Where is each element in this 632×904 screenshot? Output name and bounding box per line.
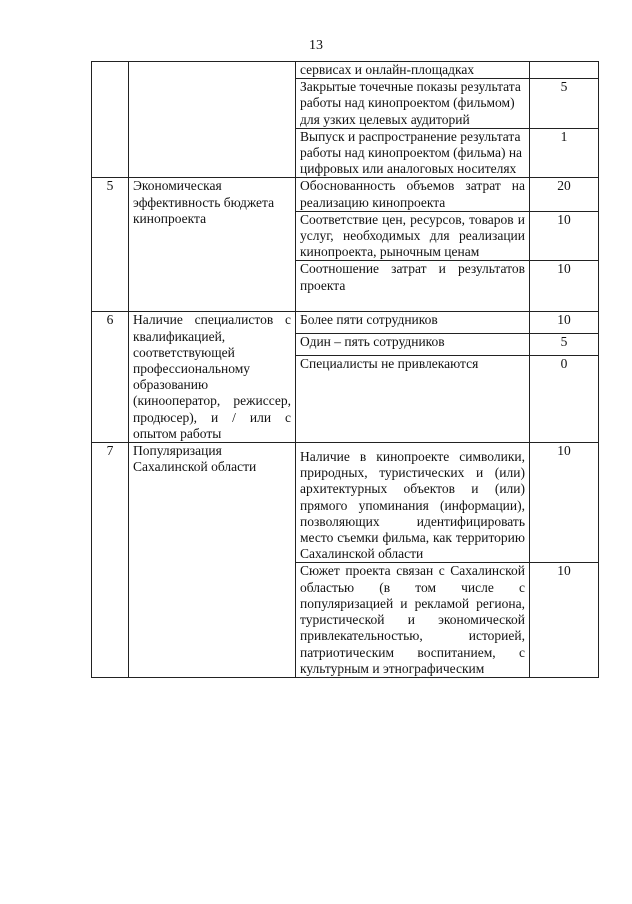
score-cell: 10 <box>530 563 599 677</box>
row-number: 5 <box>92 178 129 312</box>
criterion-text: Соотношение затрат и результатов проекта <box>296 261 530 312</box>
criterion-text: Выпуск и распространение результата работы над кинопроектом (фильма) на цифровых или аналоговых носителях <box>296 128 530 178</box>
row-number: 6 <box>92 312 129 443</box>
table-row <box>92 178 599 211</box>
score-cell: 10 <box>530 211 599 261</box>
score-cell: 5 <box>530 334 599 356</box>
score-cell: 10 <box>530 312 599 334</box>
criterion-text: Один – пять сотрудников <box>296 334 530 356</box>
score-cell: 1 <box>530 128 599 178</box>
criterion-name: Наличие специалистов с квалификацией, соответствующей профессиональному образованию (кинооператор, режиссер, продюсер), и / или с опытом работы <box>129 312 296 443</box>
score-cell: 10 <box>530 443 599 563</box>
criterion-text: сервисах и онлайн-площадках <box>296 62 530 79</box>
criterion-text: Закрытые точечные показы результата работы над кинопроектом (фильмом) для узких целевых аудиторий <box>296 79 530 129</box>
criterion-text: Наличие в кинопроекте символики, природных, туристических и (или) архитектурных объектов и (или) прямого упоминания (информации), позволяющих идентифицировать место съемки фильма, как территорию Сахалинской области <box>296 443 530 563</box>
criterion-text: Сюжет проекта связан с Сахалинской областью (в том числе с популяризацией и рекламой региона, туристической и экономической привлекательностью, историей, патриотическим воспитанием, с культурным и этнографическим <box>296 563 530 677</box>
table-row <box>92 443 599 563</box>
criterion-text: Более пяти сотрудников <box>296 312 530 334</box>
row-number <box>92 62 129 178</box>
table-row <box>92 62 599 79</box>
criterion-text: Специалисты не привлекаются <box>296 356 530 443</box>
criterion-name <box>129 62 296 178</box>
criterion-name: Популяризация Сахалинской области <box>129 443 296 678</box>
score-cell <box>530 62 599 79</box>
row-number: 7 <box>92 443 129 678</box>
score-cell: 0 <box>530 356 599 443</box>
table-row <box>92 312 599 334</box>
criterion-name: Экономическая эффективность бюджета кинопроекта <box>129 178 296 312</box>
criterion-text: Обоснованность объемов затрат на реализацию кинопроекта <box>296 178 530 211</box>
score-cell: 5 <box>530 79 599 129</box>
criteria-table <box>91 61 599 678</box>
page-number: 13 <box>309 38 323 53</box>
score-cell: 10 <box>530 261 599 312</box>
score-cell: 20 <box>530 178 599 211</box>
criterion-text: Соответствие цен, ресурсов, товаров и услуг, необходимых для реализации кинопроекта, рыночным ценам <box>296 211 530 261</box>
